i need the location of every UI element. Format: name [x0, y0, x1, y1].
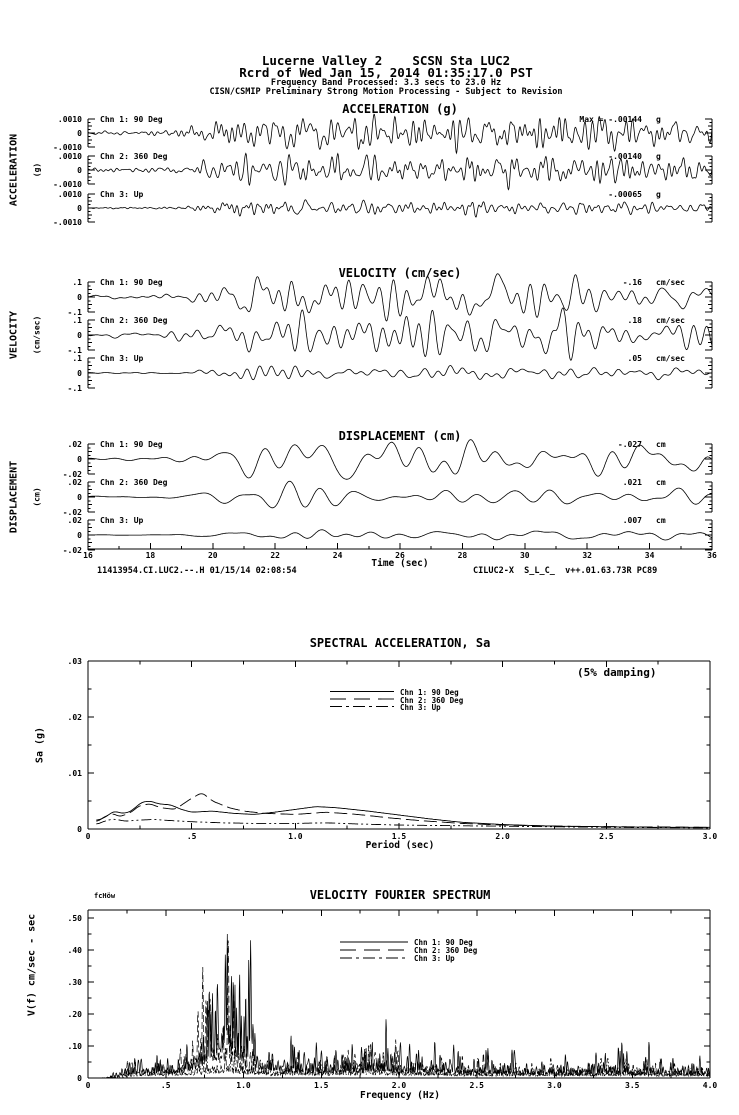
legend-label: Chn 1: 90 Deg [400, 688, 459, 697]
peak-unit: g [656, 190, 661, 199]
peak-unit: cm/sec [656, 316, 685, 325]
peak-value: .18 [627, 316, 642, 325]
displacement-axis-unit: (cm) [32, 487, 42, 507]
fourier-x-tick-label: 1.5 [314, 1081, 329, 1090]
amplitude-tick-label: 0 [77, 455, 82, 464]
amplitude-tick-label: -.0010 [53, 218, 82, 227]
trace [96, 801, 710, 827]
legend-label: Chn 1: 90 Deg [414, 938, 473, 947]
peak-value: .021 [622, 478, 642, 487]
amplitude-tick-label: -.0010 [53, 180, 82, 189]
time-tick-label: 28 [457, 551, 468, 560]
fourier-x-tick-label: 2.5 [469, 1081, 484, 1090]
fourier-x-tick-label: 1.0 [236, 1081, 251, 1090]
fourier-chart-title: VELOCITY FOURIER SPECTRUM [309, 888, 491, 902]
trace [88, 530, 712, 540]
amplitude-tick-label: .02 [67, 478, 82, 487]
processing-note: CISN/CSMIP Preliminary Strong Motion Processing - Subject to Revision [209, 87, 563, 97]
channel-label: Chn 1: 90 Deg [100, 440, 163, 449]
time-tick-label: 26 [395, 551, 405, 560]
channel-label: Chn 2: 360 Deg [100, 478, 168, 487]
acceleration-axis-label: ACCELERATION [8, 133, 20, 207]
velocity-axis-label: VELOCITY [8, 310, 20, 360]
peak-value: Max = -.00144 [579, 115, 642, 124]
trace [88, 200, 712, 217]
displacement-axis-label: DISPLACEMENT [8, 460, 20, 534]
peak-unit: cm [656, 516, 666, 525]
peak-unit: g [656, 152, 661, 161]
peak-value: -.00140 [608, 152, 642, 161]
acceleration-axis-unit: (g) [32, 162, 42, 178]
record-datetime: Rcrd of Wed Jan 15, 2014 01:35:17.0 PST [239, 65, 533, 80]
fourier-x-tick-label: 3.0 [547, 1081, 562, 1090]
legend-label: Chn 2: 360 Deg [400, 695, 464, 705]
peak-value: -.027 [617, 440, 642, 449]
sa-x-tick-label: 2.5 [599, 832, 614, 841]
amplitude-tick-label: -.02 [62, 546, 82, 555]
amplitude-tick-label: -.02 [62, 470, 82, 479]
amplitude-tick-label: -.1 [67, 384, 82, 393]
amplitude-tick-label: .02 [67, 516, 82, 525]
record-id-footer: 11413954.CI.LUC2.--.H 01/15/14 02:08:54 [97, 566, 297, 576]
fourier-y-tick-label: .40 [67, 946, 82, 955]
amplitude-tick-label: .0010 [57, 115, 82, 124]
time-tick-label: 18 [145, 551, 156, 560]
fourier-y-tick-label: 0 [77, 1074, 82, 1083]
sa-y-tick-label: .01 [67, 769, 82, 778]
amplitude-tick-label: .1 [72, 316, 82, 325]
fourier-y-axis-label: V(f) cm/sec - sec [26, 913, 38, 1017]
channel-label: Chn 3: Up [100, 354, 144, 363]
channel-label: Chn 3: Up [100, 516, 144, 525]
time-tick-label: 32 [582, 551, 592, 560]
trace [88, 366, 712, 380]
fourier-x-tick-label: 3.5 [625, 1081, 640, 1090]
legend-label: Chn 2: 360 Deg [414, 946, 478, 955]
velocity-section-title: VELOCITY (cm/sec) [338, 266, 462, 280]
sa-x-tick-label: 2.0 [495, 832, 510, 841]
amplitude-tick-label: -.1 [67, 346, 82, 355]
sa-y-tick-label: .02 [67, 713, 82, 722]
channel-label: Chn 2: 360 Deg [100, 316, 168, 325]
fourier-y-tick-label: .30 [67, 978, 82, 987]
amplitude-tick-label: 0 [77, 369, 82, 378]
sa-x-tick-label: 1.5 [391, 832, 407, 841]
sa-x-tick-label: 0 [85, 832, 91, 841]
time-tick-label: 24 [332, 551, 343, 560]
peak-value: .007 [622, 516, 642, 525]
amplitude-tick-label: .0010 [57, 152, 82, 161]
amplitude-tick-label: 0 [77, 129, 82, 138]
amplitude-tick-label: -.0010 [53, 143, 82, 152]
peak-unit: cm [656, 440, 666, 449]
acceleration-section-title: ACCELERATION (g) [342, 102, 458, 116]
peak-unit: g [656, 115, 661, 124]
amplitude-tick-label: 0 [77, 331, 82, 340]
sa-y-tick-label: 0 [77, 825, 82, 834]
fourier-x-tick-label: 0 [85, 1081, 91, 1090]
peak-unit: cm/sec [656, 278, 685, 287]
time-tick-label: 22 [270, 551, 280, 560]
sa-x-tick-label: .5 [186, 832, 197, 841]
amplitude-tick-label: 0 [77, 204, 82, 213]
sa-chart-title: SPECTRAL ACCELERATION, Sa [309, 636, 491, 650]
time-axis-label: Time (sec) [371, 558, 429, 569]
fourier-x-tick-label: .5 [160, 1081, 171, 1090]
channel-label: Chn 1: 90 Deg [100, 278, 163, 287]
amplitude-tick-label: -.1 [67, 308, 82, 317]
amplitude-tick-label: .1 [72, 354, 82, 363]
channel-label: Chn 1: 90 Deg [100, 115, 163, 124]
trace [96, 794, 710, 828]
legend-label: Chn 3: Up [414, 954, 455, 963]
time-tick-label: 16 [83, 551, 93, 560]
amplitude-tick-label: 0 [77, 293, 82, 302]
fourier-y-tick-label: .10 [67, 1042, 82, 1051]
amplitude-tick-label: .02 [67, 440, 82, 449]
sa-y-tick-label: .03 [67, 657, 82, 666]
amplitude-tick-label: .0010 [57, 190, 82, 199]
damping-note: (5% damping) [577, 666, 657, 679]
processing-id-footer: CILUC2-X S_L_C_ v++.01.63.73R PC89 [473, 566, 658, 576]
peak-unit: cm/sec [656, 354, 685, 363]
amplitude-tick-label: -.02 [62, 508, 82, 517]
amplitude-tick-label: .1 [72, 278, 82, 287]
time-tick-label: 20 [207, 551, 218, 560]
peak-value: .05 [627, 354, 642, 363]
amplitude-tick-label: 0 [77, 493, 82, 502]
fourier-y-tick-label: .50 [67, 914, 82, 923]
trace [88, 940, 710, 1078]
fourier-y-tick-label: .20 [67, 1010, 82, 1019]
amplitude-tick-label: 0 [77, 531, 82, 540]
trace [88, 934, 710, 1078]
channel-label: Chn 3: Up [100, 190, 144, 199]
sa-x-tick-label: 3.0 [702, 832, 718, 841]
legend-label: Chn 3: Up [400, 703, 441, 712]
displacement-section-title: DISPLACEMENT (cm) [338, 429, 462, 443]
velocity-axis-unit: (cm/sec) [32, 315, 42, 355]
fourier-x-tick-label: 2.0 [391, 1081, 407, 1090]
channel-label: Chn 2: 360 Deg [100, 152, 168, 161]
peak-value: -.16 [622, 278, 642, 287]
amplitude-tick-label: 0 [77, 166, 82, 175]
frequency-axis-label: Frequency (Hz) [359, 1090, 441, 1101]
frequency-band-note: Frequency Band Processed: 3.3 secs to 23.0 Hz [270, 78, 502, 88]
time-tick-label: 34 [644, 551, 655, 560]
peak-value: -.00065 [608, 190, 642, 199]
fourier-x-tick-label: 4.0 [702, 1081, 718, 1090]
time-tick-label: 36 [707, 551, 717, 560]
peak-unit: cm [656, 478, 666, 487]
sa-x-tick-label: 1.0 [288, 832, 303, 841]
period-axis-label: Period (sec) [365, 840, 435, 851]
station-title: Lucerne Valley 2 SCSN Sta LUC2 [261, 53, 511, 68]
time-tick-label: 30 [519, 551, 530, 560]
fc-marker-note: fcHöw [94, 892, 116, 900]
sa-y-axis-label: Sa (g) [34, 726, 46, 764]
